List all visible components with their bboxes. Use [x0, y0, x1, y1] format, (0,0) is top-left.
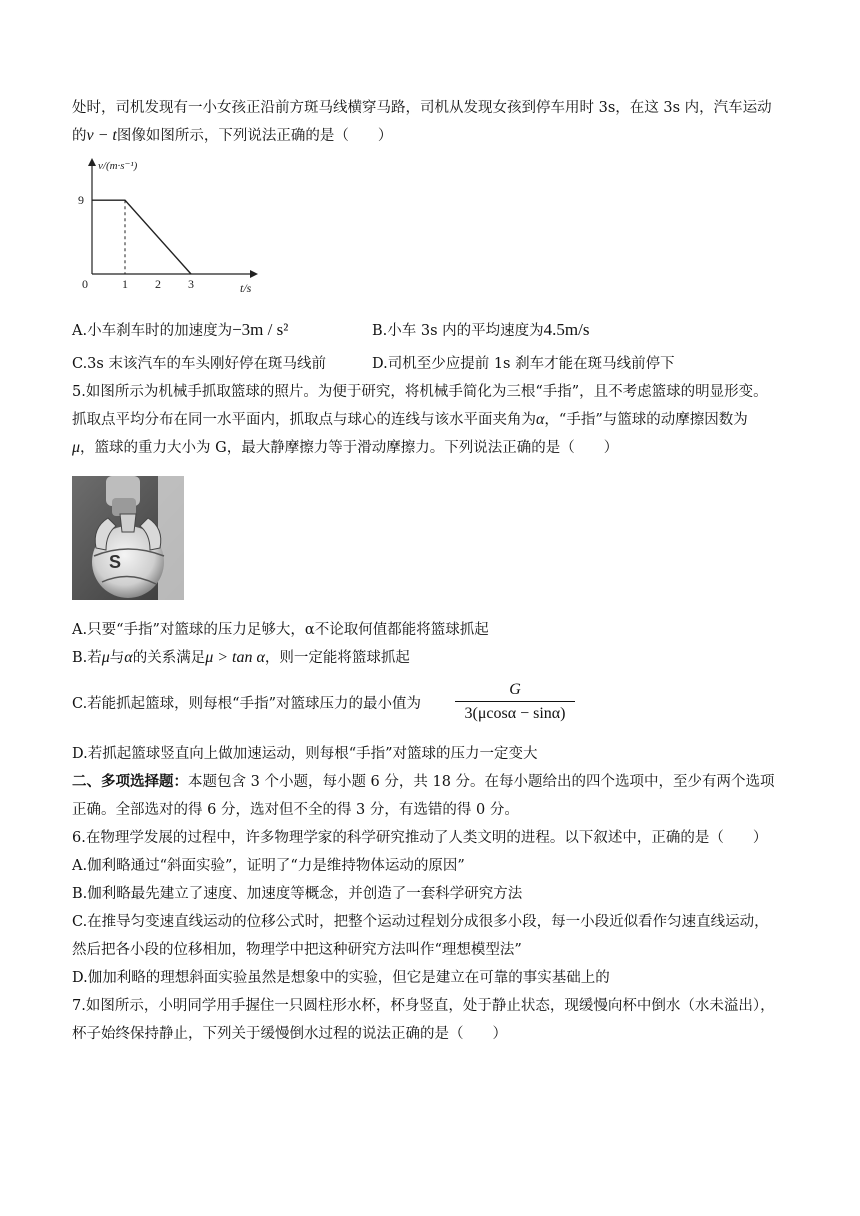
y-tick-label: 9 [78, 193, 84, 208]
x-tick-label: 2 [155, 277, 161, 291]
y-axis-label: v/(m·s⁻¹) [98, 160, 138, 172]
x-axis-label: t/s [240, 281, 252, 295]
q4-option-a-text: A.小车刹车时的加速度为 [72, 323, 233, 339]
fraction-bar [455, 701, 575, 702]
y-axis-arrow [88, 158, 96, 166]
q4-option-d[interactable]: D.司机至少应提前 1s 刹车才能在斑马线前停下 [372, 356, 675, 372]
q7-stem-line1: 7.如图所示，小明同学用手握住一只圆柱形水杯，杯身竖直，处于静止状态，现缓慢向杯中倒水（水未溢出）， [72, 998, 775, 1014]
q6-option-c-line2[interactable]: 然后把各小段的位移相加，物理学中把这种研究方法叫作“理想模型法” [72, 942, 522, 958]
q4-stem-pre: 的 [72, 128, 87, 144]
robot-hand-basketball-photo [72, 476, 184, 600]
vt-chart [80, 152, 270, 302]
alpha-symbol: α [536, 411, 545, 428]
q4-option-a-value: −3m / s² [232, 320, 289, 339]
section2-line1 [72, 772, 775, 792]
ball-logo-letter: S [109, 552, 122, 572]
q5-stem-line3-text: ，篮球的重力大小为 G，最大静摩擦力等于滑动摩擦力。下列说法正确的是（ ） [80, 440, 619, 456]
section2-heading: 二、多项选择题： [72, 773, 188, 790]
tick-layer [78, 193, 194, 291]
fraction-numerator: G [509, 681, 521, 698]
q6-stem: 6.在物理学发展的过程中，许多物理学家的科学研究推动了人类文明的进程。以下叙述中，正确的是（ ） [72, 830, 768, 846]
q4-option-b-text: B.小车 3s 内的平均速度为 [372, 323, 544, 339]
q4-option-c[interactable]: C.3s 末该汽车的车头刚好停在斑马线前 [72, 356, 326, 372]
q5-stem-line3 [72, 438, 618, 458]
q4-stem-line2 [72, 126, 392, 146]
x-tick-label: 3 [188, 277, 194, 291]
q4-option-a[interactable] [72, 320, 288, 341]
q5-stem-line1: 5.如图所示为机械手抓取篮球的照片。为便于研究，将机械手简化为三根“手指”，且不考虑篮球的明显形变。 [72, 384, 768, 400]
q6-option-c-line1[interactable]: C.在推导匀变速直线运动的位移公式时，把整个运动过程划分成很多小段，每一小段近似看作匀速直线运动， [72, 914, 769, 930]
q4-option-b-value: 4.5m/s [543, 320, 590, 339]
q5-option-a[interactable]: A.只要“手指”对篮球的压力足够大，α不论取何值都能将篮球抓起 [72, 622, 489, 638]
q5-option-d[interactable]: D.若抓起篮球竖直向上做加速运动，则每根“手指”对篮球的压力一定变大 [72, 746, 538, 762]
q6-option-d[interactable]: D.伽加利略的理想斜面实验虽然是想象中的实验，但它是建立在可靠的事实基础上的 [72, 970, 610, 986]
q6-option-a[interactable]: A.伽利略通过“斜面实验”，证明了“力是维持物体运动的原因” [72, 858, 465, 874]
fraction-denominator: 3(μcosα − sinα) [464, 705, 566, 722]
q4-option-b[interactable] [372, 320, 589, 341]
q6-option-b[interactable]: B.伽利略最先建立了速度、加速度等概念，并创造了一套科学研究方法 [72, 886, 523, 902]
x-axis-arrow [250, 270, 258, 278]
vt-axes [88, 158, 258, 278]
q4-stem-line1: 处时，司机发现有一小女孩正沿前方斑马线横穿马路，司机从发现女孩到停车用时 3s，在这 3s 内，汽车运动 [72, 100, 772, 116]
q5-option-c[interactable]: C.若能抓起篮球，则每根“手指”对篮球压力的最小值为 [72, 696, 422, 712]
section2-desc1: 本题包含 3 个小题，每小题 6 分，共 18 分。在每小题给出的四个选项中，至少有两个选项 [188, 774, 775, 790]
q5-option-b-rel: 的关系满足 [132, 650, 206, 666]
q5-option-c-fraction [455, 680, 575, 724]
q4-vt-symbol: v − t [86, 127, 117, 144]
q5-option-b[interactable] [72, 648, 410, 668]
q7-stem-line2: 杯子始终保持静止，下列关于缓慢倒水过程的说法正确的是（ ） [72, 1026, 507, 1042]
q5-option-b-pre: B.若 [72, 650, 102, 666]
q5-option-b-alpha: α [124, 649, 133, 666]
q5-option-b-post: ，则一定能将篮球抓起 [264, 650, 410, 666]
section2-desc2: 正确。全部选对的得 6 分，选对但不全的得 3 分，有选错的得 0 分。 [72, 802, 519, 818]
q5-option-b-mu: μ [101, 649, 110, 666]
q5-stem-line2 [72, 410, 748, 430]
q5-option-b-mid: 与 [109, 650, 125, 666]
q5-stem-line2-pre: 抓取点平均分布在同一水平面内，抓取点与球心的连线与该水平面夹角为 [72, 412, 536, 428]
x-tick-label: 1 [122, 277, 128, 291]
velocity-series-line [92, 200, 191, 274]
q4-stem-post: 图像如图所示，下列说法正确的是（ ） [116, 128, 393, 144]
q5-stem-line2-post: ，“手指”与篮球的动摩擦因数为 [544, 412, 748, 428]
series-layer [92, 200, 191, 274]
x-tick-label: 0 [82, 277, 88, 291]
mu-symbol: μ [72, 439, 81, 456]
q5-option-b-expr: μ > tan α [205, 649, 265, 666]
